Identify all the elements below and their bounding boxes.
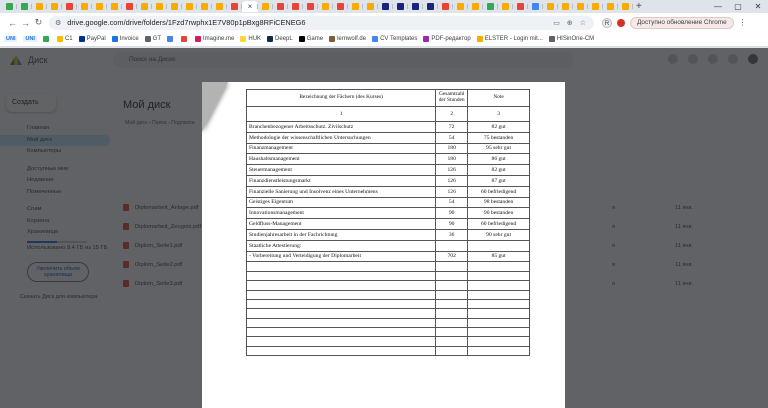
empty-cell: [247, 337, 436, 346]
tab-favicon-icon: [607, 3, 614, 10]
hours-cell: 180: [436, 154, 468, 165]
grade-cell: 75 bestanden: [468, 132, 530, 143]
grade-cell: 98 bestanden: [468, 197, 530, 208]
bookmark-label: PDF-редактор: [431, 36, 471, 42]
reload-icon[interactable]: ↻: [34, 17, 43, 27]
tab-favicon-icon: [397, 3, 404, 10]
bookmark-favicon-icon: [145, 36, 151, 42]
zoom-icon[interactable]: ⊕: [566, 19, 573, 27]
col-number-2: 2: [436, 107, 468, 122]
empty-cell: [468, 337, 530, 346]
bookmark-label: PayPal: [86, 36, 106, 42]
tab-favicon-icon: [66, 3, 73, 10]
table-row: [247, 175, 530, 186]
tab-favicon-icon: [6, 3, 13, 10]
empty-cell: [247, 262, 436, 271]
bookmark-favicon-icon: [372, 36, 378, 42]
tab-favicon-icon: [577, 3, 584, 10]
bookmark-item[interactable]: [112, 36, 139, 42]
tab-favicon-icon: [51, 3, 58, 10]
bookmark-favicon-icon: [79, 36, 85, 42]
grade-cell: 86 gut: [468, 154, 530, 165]
subject-cell: Haushaltsmanagement: [247, 154, 436, 165]
empty-row: [247, 328, 530, 337]
tab-favicon-icon: [36, 3, 43, 10]
tab-favicon-icon: [171, 3, 178, 10]
close-tab-icon[interactable]: ×: [247, 1, 253, 11]
empty-row: [247, 309, 530, 318]
tab-favicon-icon: [442, 3, 449, 10]
browser-tab[interactable]: [62, 1, 77, 12]
close-window-icon[interactable]: ✕: [754, 2, 762, 11]
new-tab-icon[interactable]: +: [636, 1, 642, 12]
empty-cell: [436, 262, 468, 271]
tab-favicon-icon: [592, 3, 599, 10]
tab-favicon-icon: [547, 3, 554, 10]
browser-tab[interactable]: [137, 1, 152, 12]
browser-tab[interactable]: [182, 1, 197, 12]
forward-icon[interactable]: →: [21, 17, 30, 28]
bookmark-favicon-icon: [549, 36, 555, 42]
bookmark-favicon-icon: [195, 36, 201, 42]
empty-cell: [468, 299, 530, 308]
empty-cell: [436, 299, 468, 308]
bookmark-label: GT: [152, 36, 162, 42]
browser-tab[interactable]: [558, 1, 573, 12]
browser-tab[interactable]: [167, 1, 182, 12]
col-number-1: 1: [247, 107, 436, 122]
bookmark-item[interactable]: [195, 36, 234, 42]
bookmark-label: Invoice: [119, 36, 139, 42]
bookmark-item[interactable]: [167, 36, 175, 42]
empty-cell: [436, 271, 468, 280]
table-row: [247, 251, 530, 262]
bookmark-favicon-icon: [57, 36, 63, 42]
hours-cell: 90: [436, 208, 468, 219]
empty-cell: [247, 299, 436, 308]
bookmark-item[interactable]: [4, 36, 17, 42]
bookmark-favicon-icon: [329, 36, 335, 42]
browser-tab[interactable]: [363, 1, 378, 12]
grade-cell: [468, 240, 530, 251]
tab-favicon-icon: [96, 3, 103, 10]
empty-cell: [436, 309, 468, 318]
tab-favicon-icon: [111, 3, 118, 10]
cast-icon[interactable]: ▭: [553, 19, 560, 27]
bookmark-label: HISinOne-CM: [556, 36, 595, 42]
empty-row: [247, 299, 530, 308]
tab-favicon-icon: [307, 3, 314, 10]
hours-cell: 72: [436, 122, 468, 133]
browser-tab[interactable]: [77, 1, 92, 12]
tab-favicon-icon: [487, 3, 494, 10]
bookmark-item[interactable]: [372, 36, 417, 42]
bookmark-label: UNI: [25, 36, 35, 42]
browser-tab[interactable]: [453, 1, 468, 12]
subject-cell: Geistiges Eigentum: [247, 197, 436, 208]
bookmark-label: lernwolf.de: [337, 36, 367, 42]
extension-icon[interactable]: [617, 19, 625, 27]
empty-cell: [247, 328, 436, 337]
browser-tab[interactable]: [212, 1, 227, 12]
tab-favicon-icon: [141, 3, 148, 10]
bookmark-favicon-icon: [299, 36, 305, 42]
grade-cell: 82 gut: [468, 165, 530, 176]
browser-tab[interactable]: [32, 1, 47, 12]
hours-cell: [436, 240, 468, 251]
bookmark-favicon-icon: [267, 36, 273, 42]
chrome-update-button[interactable]: Доступно обновление Chrome: [630, 17, 734, 29]
browser-tab[interactable]: [242, 1, 258, 12]
tab-favicon-icon: [427, 3, 434, 10]
grade-cell: 60 befriedigend: [468, 219, 530, 230]
hours-cell: 90: [436, 219, 468, 230]
tab-favicon-icon: [457, 3, 464, 10]
header-grade: Note: [468, 90, 530, 107]
empty-row: [247, 346, 530, 355]
tab-favicon-icon: [277, 3, 284, 10]
browser-tab[interactable]: [393, 1, 408, 12]
bookmark-item[interactable]: [43, 36, 51, 42]
table-row: [247, 122, 530, 133]
empty-row: [247, 271, 530, 280]
tab-favicon-icon: [201, 3, 208, 10]
empty-cell: [436, 346, 468, 355]
bookmarks-bar: [0, 32, 768, 47]
column-number-row: [247, 107, 530, 122]
tab-favicon-icon: [186, 3, 193, 10]
browser-tab[interactable]: [438, 1, 453, 12]
browser-tab[interactable]: [483, 1, 498, 12]
empty-cell: [468, 262, 530, 271]
hours-cell: 180: [436, 143, 468, 154]
browser-tab[interactable]: [303, 1, 318, 12]
table-header-row: [247, 90, 530, 107]
subject-cell: Finanzmanagement: [247, 143, 436, 154]
tab-favicon-icon: [337, 3, 344, 10]
browser-tab[interactable]: [468, 1, 483, 12]
empty-cell: [468, 271, 530, 280]
browser-tab[interactable]: [122, 1, 137, 12]
empty-cell: [436, 290, 468, 299]
hours-cell: 54: [436, 132, 468, 143]
minimize-icon[interactable]: —: [714, 2, 722, 11]
tab-favicon-icon: [412, 3, 419, 10]
empty-cell: [468, 328, 530, 337]
bookmark-item[interactable]: [79, 36, 106, 42]
bookmark-item[interactable]: [477, 36, 543, 42]
subject-cell: Geldfluss-Management: [247, 219, 436, 230]
subject-cell: - Vorbereitung und Verteidigung der Diplomarbeit: [247, 251, 436, 262]
browser-tab[interactable]: [588, 1, 603, 12]
table-row: [247, 240, 530, 251]
tab-favicon-icon: [367, 3, 374, 10]
tab-favicon-icon: [352, 3, 359, 10]
bookmark-favicon-icon: [112, 36, 118, 42]
browser-tab[interactable]: [288, 1, 303, 12]
empty-cell: [247, 346, 436, 355]
empty-row: [247, 281, 530, 290]
tab-favicon-icon: [517, 3, 524, 10]
browser-tab[interactable]: [227, 1, 242, 12]
maximize-icon[interactable]: ▢: [734, 2, 742, 11]
site-info-icon[interactable]: ⚙: [55, 19, 62, 27]
bookmark-star-icon[interactable]: ☆: [579, 19, 586, 27]
browser-menu-icon[interactable]: ⋮: [738, 18, 747, 27]
bookmark-item[interactable]: [423, 36, 470, 42]
browser-tab[interactable]: [273, 1, 288, 12]
table-row: [247, 208, 530, 219]
empty-row: [247, 290, 530, 299]
tab-favicon-icon: [262, 3, 269, 10]
bookmark-favicon-icon: [167, 36, 173, 42]
browser-tab[interactable]: [603, 1, 618, 12]
bookmark-label: Game: [306, 36, 324, 42]
empty-cell: [247, 290, 436, 299]
hours-cell: 126: [436, 165, 468, 176]
grade-cell: 90 sehr gut: [468, 229, 530, 240]
tab-favicon-icon: [81, 3, 88, 10]
hours-cell: 54: [436, 197, 468, 208]
browser-tab[interactable]: [408, 1, 423, 12]
table-row: [247, 154, 530, 165]
bookmark-item[interactable]: [329, 36, 366, 42]
subject-cell: Methodologie der wissenschaftlichen Untersuchungen: [247, 132, 436, 143]
tab-favicon-icon: [502, 3, 509, 10]
empty-cell: [468, 346, 530, 355]
empty-cell: [247, 318, 436, 327]
window-controls: [708, 0, 768, 13]
empty-cell: [436, 281, 468, 290]
tab-favicon-icon: [562, 3, 569, 10]
subject-cell: Finanzdienstleistungsmarkt: [247, 175, 436, 186]
browser-tab[interactable]: [543, 1, 558, 12]
bookmark-item[interactable]: [145, 36, 161, 42]
browser-tab[interactable]: [197, 1, 212, 12]
hours-cell: 126: [436, 175, 468, 186]
browser-tab[interactable]: [318, 1, 333, 12]
bookmark-favicon-icon: [240, 36, 246, 42]
grade-cell: 90 bestanden: [468, 208, 530, 219]
browser-tab[interactable]: [17, 1, 32, 12]
address-bar[interactable]: [49, 16, 594, 30]
bookmark-favicon-icon: [181, 36, 187, 42]
header-subject: Bezeichnung der Fächern (des Kurses): [247, 90, 436, 107]
bookmark-item[interactable]: [549, 36, 594, 42]
bookmark-item[interactable]: [181, 36, 189, 42]
table-row: [247, 143, 530, 154]
profile-avatar[interactable]: R: [602, 18, 612, 28]
tab-favicon-icon: [322, 3, 329, 10]
tab-favicon-icon: [216, 3, 223, 10]
bookmark-label: Imagine.me: [203, 36, 235, 42]
bookmark-favicon-icon: [423, 36, 429, 42]
table-row: [247, 186, 530, 197]
browser-tab[interactable]: [378, 1, 393, 12]
browser-tab[interactable]: [348, 1, 363, 12]
tab-favicon-icon: [292, 3, 299, 10]
bookmark-item[interactable]: [23, 36, 36, 42]
bookmark-label: DeepL: [275, 36, 293, 42]
empty-cell: [436, 318, 468, 327]
table-row: [247, 132, 530, 143]
table-row: [247, 229, 530, 240]
table-row: [247, 165, 530, 176]
table-row: [247, 197, 530, 208]
tab-favicon-icon: [231, 3, 238, 10]
empty-cell: [436, 328, 468, 337]
bookmark-label: UNI: [6, 36, 16, 42]
subject-cell: Finanzielle Sanierung und Insolvenz eines Unternehmens: [247, 186, 436, 197]
hours-cell: 702: [436, 251, 468, 262]
empty-cell: [247, 309, 436, 318]
subject-cell: Steuermanagement: [247, 165, 436, 176]
subject-cell: Branchenbezogener Arbeitsschutz. Zivilschutz: [247, 122, 436, 133]
grade-cell: 82 gut: [468, 122, 530, 133]
subject-cell: Staatliche Attestierung:: [247, 240, 436, 251]
grade-cell: 87 gut: [468, 175, 530, 186]
browser-tab[interactable]: [513, 1, 528, 12]
empty-cell: [247, 271, 436, 280]
browser-tab[interactable]: [498, 1, 513, 12]
bookmark-favicon-icon: [43, 36, 49, 42]
empty-cell: [468, 318, 530, 327]
tab-favicon-icon: [156, 3, 163, 10]
back-icon[interactable]: ←: [8, 17, 17, 28]
bookmark-label: CV Templates: [380, 36, 418, 42]
browser-tab[interactable]: [258, 1, 273, 12]
browser-tab[interactable]: [618, 1, 633, 12]
bookmark-label: HUK: [248, 36, 262, 42]
header-hours: Gesamtzahl der Stunden: [436, 90, 468, 107]
empty-row: [247, 337, 530, 346]
empty-cell: [436, 337, 468, 346]
grades-table: [246, 89, 530, 356]
empty-cell: [247, 281, 436, 290]
bookmark-label: C1: [64, 36, 73, 42]
bookmark-item[interactable]: [267, 36, 293, 42]
empty-cell: [468, 290, 530, 299]
table-row: [247, 219, 530, 230]
empty-cell: [468, 309, 530, 318]
tab-favicon-icon: [382, 3, 389, 10]
empty-cell: [468, 281, 530, 290]
browser-tab[interactable]: [2, 1, 17, 12]
browser-tab[interactable]: [573, 1, 588, 12]
browser-tab[interactable]: [423, 1, 438, 12]
browser-tab[interactable]: [152, 1, 167, 12]
tab-favicon-icon: [472, 3, 479, 10]
bookmark-item[interactable]: [240, 36, 261, 42]
subject-cell: Studienjahresarbeit in der Fachrichtung: [247, 229, 436, 240]
url-text: drive.google.com/drive/folders/1Fzd7rwphx1E7V80p1pBxg8RFiCENEG6: [67, 18, 306, 27]
tab-favicon-icon: [622, 3, 629, 10]
browser-toolbar: [0, 13, 768, 32]
bookmark-favicon-icon: [477, 36, 483, 42]
browser-tab[interactable]: [92, 1, 107, 12]
empty-row: [247, 318, 530, 327]
subject-cell: Innovationsmanagement: [247, 208, 436, 219]
browser-tab[interactable]: [528, 1, 543, 12]
tab-strip: [0, 0, 768, 13]
tab-favicon-icon: [532, 3, 539, 10]
hours-cell: 126: [436, 186, 468, 197]
grade-cell: 85 gut: [468, 251, 530, 262]
grade-cell: 60 befriedigend: [468, 186, 530, 197]
tab-favicon-icon: [21, 3, 28, 10]
bookmark-label: ELSTER - Login mit...: [484, 36, 543, 42]
bookmark-item[interactable]: [57, 36, 73, 42]
col-number-3: 3: [468, 107, 530, 122]
tab-favicon-icon: [126, 3, 133, 10]
browser-tab[interactable]: [333, 1, 348, 12]
page-curl: [202, 82, 228, 132]
grade-cell: 95 sehr gut: [468, 143, 530, 154]
hours-cell: 36: [436, 229, 468, 240]
browser-tab[interactable]: [47, 1, 62, 12]
browser-tab[interactable]: [107, 1, 122, 12]
bookmark-item[interactable]: [299, 36, 323, 42]
empty-row: [247, 262, 530, 271]
document-preview: [202, 82, 565, 408]
